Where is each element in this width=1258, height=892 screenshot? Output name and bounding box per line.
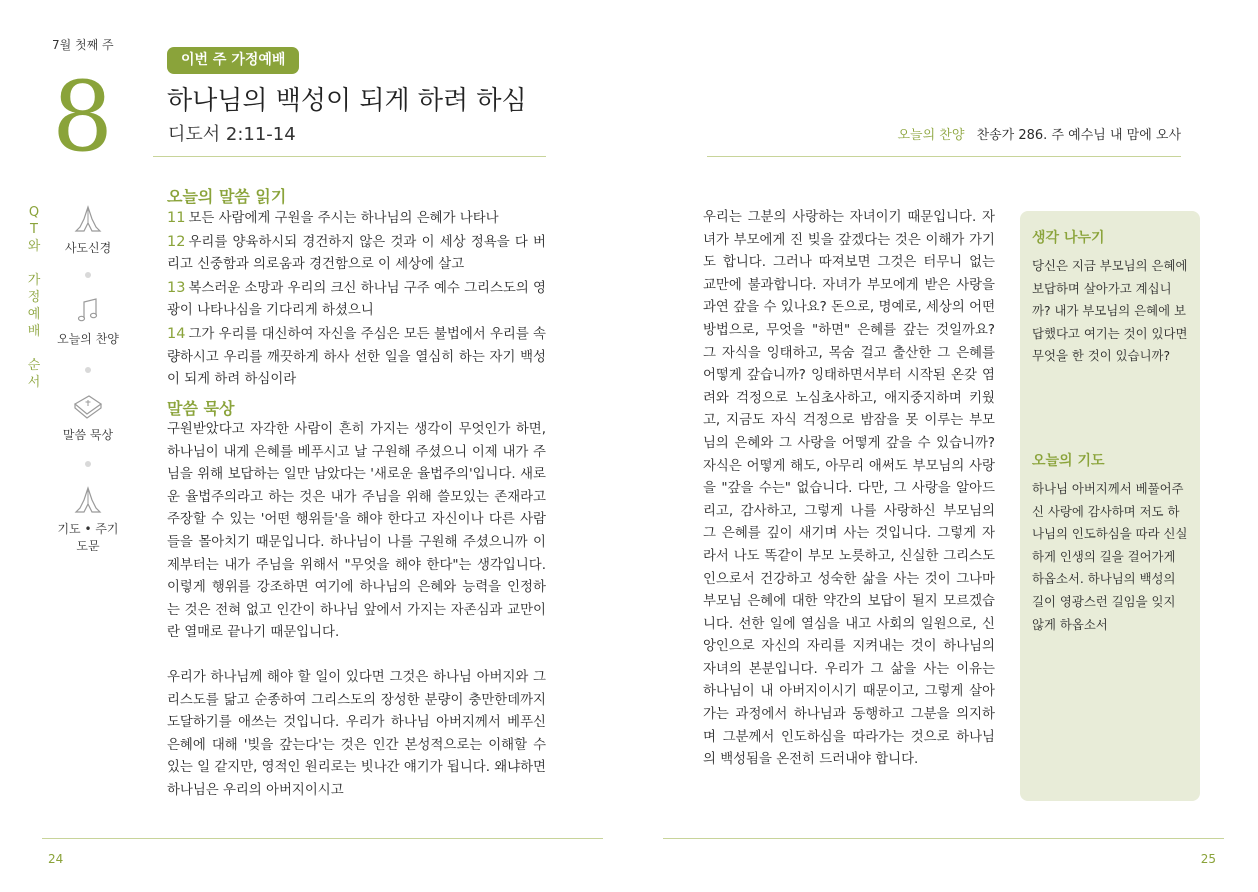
meditation-paragraph: 우리는 그분의 사랑하는 자녀이기 때문입니다. 자녀가 부모에게 진 빚을 갚겠다는 것은 이해가 가기도 합니다. 그러나 따져보면 그것은 터무니 없는 교만에 불과합니다. 자녀가 부모에게 받은 사랑을 과연 갚을 수 있나요? 돈으로, 명예로, 세상의 어떤 방법으로, 무엇을 "하면" 은혜를 갚는 것일까요? 그 자식을 잉태하고, 목숨 걸고 출산한 그 은혜를 어떻게 갚습니까? 잉태하면서부터 시작된 온갖 염려와 걱정으로 노심초사하고, 애지중지하며 키웠고, 지금도 자식 걱정으로 밤잠을 못 이루는 부모님의 은혜와 그 사랑을 어떻게 갚을 수 있습니까? 자식은 어떻게 해도, 아무리 애써도 부모님의 사랑을 "갚을 수는" 없습니다. 다만, 그 사랑을 알아드리고, 감사하고, 그렇게 나를 사랑하신 부모님의 그 은혜를 깊이 새기며 사는 것입니다. 그렇게 자라서 나도 똑같이 부모 노릇하고, 신실한 그리스도인으로서 건강하고 성숙한 삶을 사는 것이 그나마 부모님 은혜에 대한 약간의 보답이 될지 모르겠습니다. 선한 일에 열심을 내고 사회의 일원으로, 신앙인으로 자신의 자리를 지켜내는 것이 하나님의 자녀의 본분입니다. 우리가 그 삶을 사는 이유는 하나님이 내 아버지이시기 때문이고, 그렇게 살아가는 과정에서 하나님과 동행하고 그분을 의지하며 그분께서 인도하심을 따라가는 것으로 하나님의 백성됨을 온전히 드러내야 합니다. xyxy=(703,210,995,768)
header-divider-left xyxy=(153,156,546,157)
sidebar-item-hymn: 오늘의 찬양 xyxy=(52,296,124,347)
day-number: 8 xyxy=(52,61,114,173)
page-number-right: 25 xyxy=(1200,852,1216,866)
section-badge: 이번 주 가정예배 xyxy=(167,47,299,74)
footer-divider-left xyxy=(42,838,603,839)
worship-order-vertical-label: Q T 와 가 정 예 배 순 서 xyxy=(27,205,41,390)
sidebar-item-prayer: 기도 • 주기도문 xyxy=(52,486,124,554)
music-note-icon xyxy=(71,296,105,326)
sidebar-item-meditation: 말씀 묵상 xyxy=(52,392,124,443)
share-title: 생각 나누기 xyxy=(1032,230,1105,246)
page-title: 하나님의 백성이 되게 하려 하심 xyxy=(167,86,527,116)
footer-divider-right xyxy=(663,838,1224,839)
praying-hands-icon xyxy=(71,486,105,516)
verse: 12 우리를 양육하시되 경건하지 않은 것과 이 세상 정욕을 다 버리고 신중함과 의로움과 경건함으로 이 세상에 살고 xyxy=(167,233,546,273)
reflection-panel xyxy=(1020,211,1200,801)
verse: 11 모든 사람에게 구원을 주시는 하나님의 은혜가 나타나 xyxy=(167,210,499,226)
meditation-paragraph: 우리가 하나님께 해야 할 일이 있다면 그것은 하나님 아버지와 그리스도를 닮고 순종하여 그리스도의 장성한 분량이 충만한데까지 도달하기를 애쓰는 것입니다. 우리가 하나님 아버지께서 베푸신 은혜에 대해 '빚을 갚는다'는 것은 인간 본성적으로는 이해할 수 있는 일 같지만, 영적인 원리로는 빗나간 얘기가 됩니다. 왜냐하면 하나님은 우리의 아버지이시고 xyxy=(167,669,546,798)
hymn-label: 오늘의 찬양 xyxy=(897,128,965,143)
praying-hands-icon xyxy=(71,205,105,235)
verse: 14 그가 우리를 대신하여 자신을 주심은 모든 불법에서 우리를 속량하시고 우리를 깨끗하게 하사 선한 일을 열심히 하는 자기 백성이 되게 하려 하심이라 xyxy=(167,325,546,388)
meditation-heading: 말씀 묵상 xyxy=(167,399,235,418)
prayer-text: 하나님 아버지께서 베풀어주신 사랑에 감사하며 저도 하나님의 인도하심을 따라 신실하게 인생의 길을 걸어가게 하옵소서. 하나님의 백성의 길이 영광스런 길임을 잊지 않게 하옵소서 xyxy=(1032,480,1188,632)
header-divider-right xyxy=(707,156,1181,157)
sidebar-dot xyxy=(85,367,91,373)
scripture-reading xyxy=(167,207,546,392)
sidebar-dot xyxy=(85,272,91,278)
meditation-text-left xyxy=(167,419,546,803)
share-text: 당신은 지금 부모님의 은혜에 보답하며 살아가고 계십니까? 내가 부모님의 은혜에 보답했다고 여기는 것이 있다면 무엇을 한 것이 있습니까? xyxy=(1032,258,1188,364)
meditation-text-right xyxy=(703,207,995,772)
scripture-reference: 디도서 2:11-14 xyxy=(168,124,296,145)
bible-icon xyxy=(71,392,105,422)
week-label: 7월 첫째 주 xyxy=(52,38,114,52)
meditation-paragraph: 구원받았다고 자각한 사람이 흔히 가지는 생각이 무엇인가 하면, 하나님이 내게 은혜를 베푸시고 날 구원해 주셨으니 이제 내가 주님을 위해 보답하는 일만 남았다는 '새로운 율법주의'입니다. 새로운 율법주의라고 하는 것은 내가 주님을 위해 쓸모있는 존재라고 주장할 수 있는 '어떤 행위들'을 해야 한다고 자신이나 다른 사람들을 몰아치기 때문입니다. 하나님이 나를 구원해 주셨으니까 이제부터는 내가 주님을 위해서 "무엇을 해야 한다"는 생각입니다. 이렇게 행위를 강조하면 여기에 하나님의 은혜와 능력을 인정하는 것은 전혀 없고 인간이 하나님 앞에서 가지는 자존심과 교만이란 열매로 끝나기 때문입니다. xyxy=(167,422,546,641)
verse: 13 복스러운 소망과 우리의 크신 하나님 구주 예수 그리스도의 영광이 나타나심을 기다리게 하셨으니 xyxy=(167,279,546,319)
hymn-text: 찬송가 286. 주 예수님 내 맘에 오사 xyxy=(976,128,1181,143)
reading-heading: 오늘의 말씀 읽기 xyxy=(167,187,287,206)
prayer-title: 오늘의 기도 xyxy=(1032,452,1105,469)
sidebar-item-creed: 사도신경 xyxy=(52,205,124,256)
todays-hymn xyxy=(897,124,1181,143)
page-number-left: 24 xyxy=(48,852,64,866)
sidebar-dot xyxy=(85,461,91,467)
